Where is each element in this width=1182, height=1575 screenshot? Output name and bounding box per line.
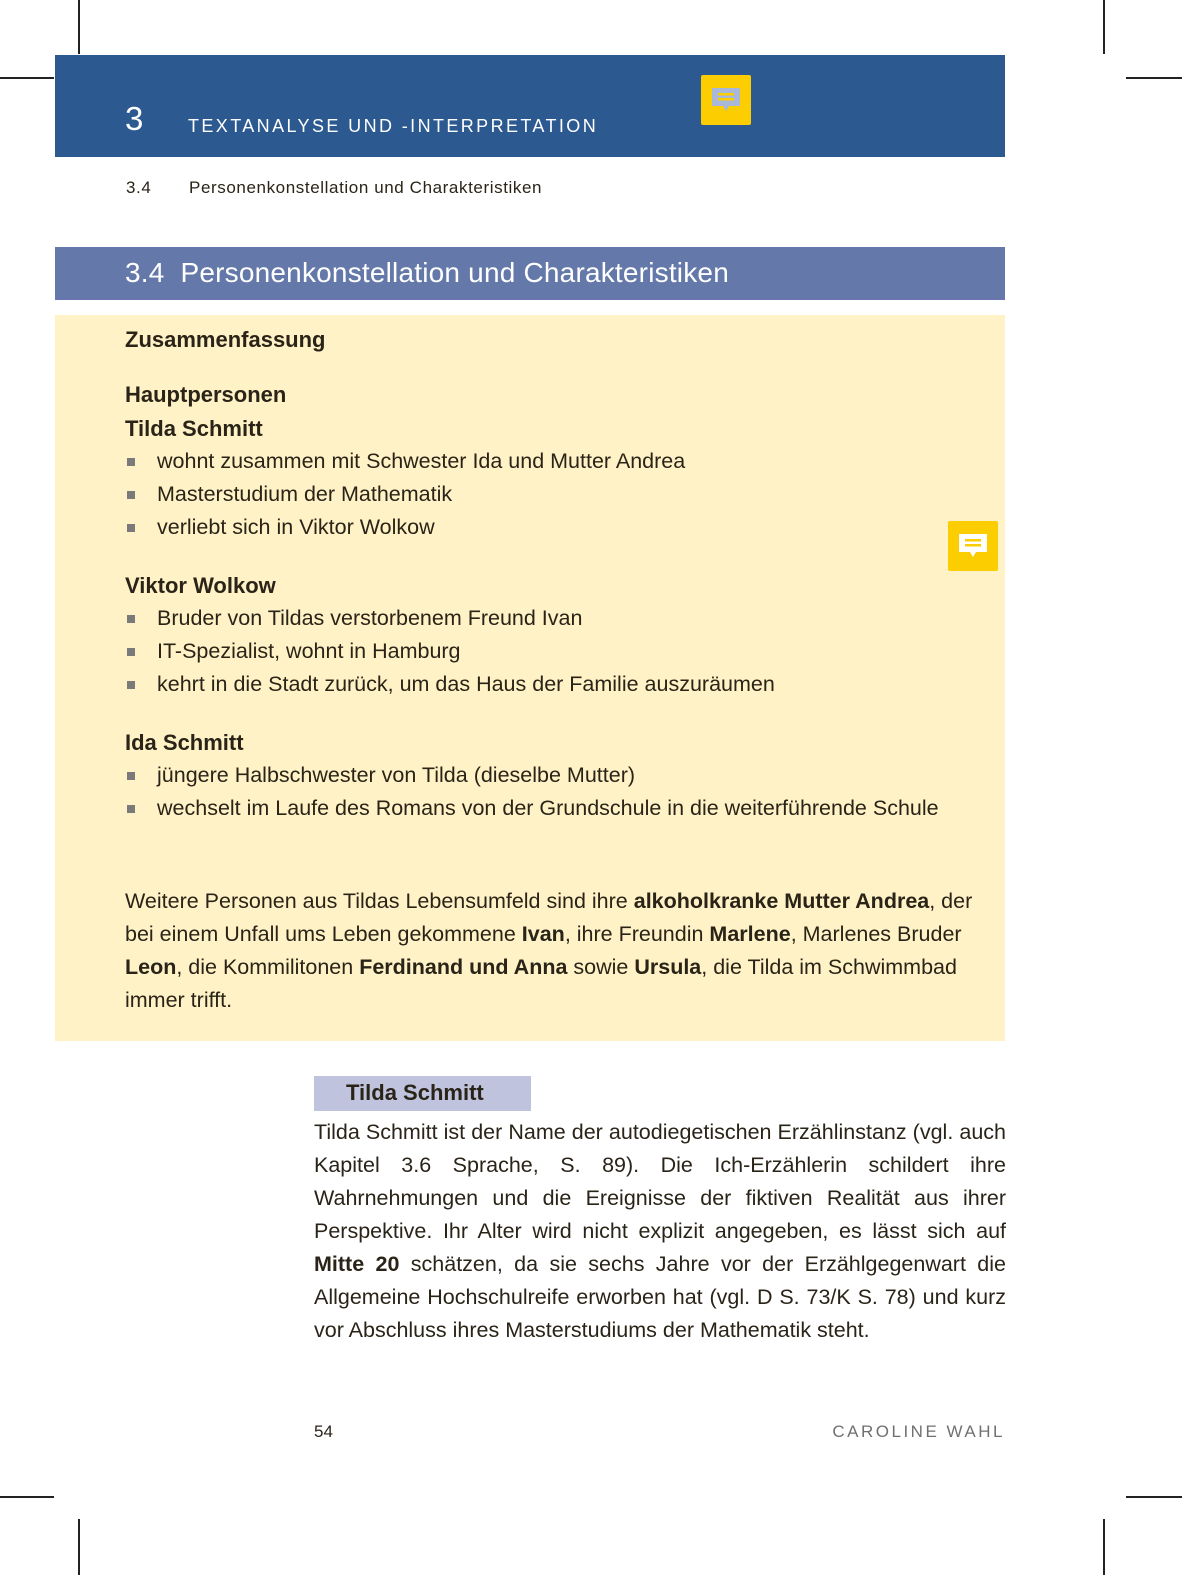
character-label-text: Tilda Schmitt <box>346 1080 484 1105</box>
body-text: , die Tilda im Schwimmbad immer trifft. <box>125 955 957 1012</box>
bullet-square-icon <box>127 524 135 532</box>
list-item: Masterstudium der Mathematik <box>125 478 985 511</box>
crop-mark <box>1103 1519 1105 1575</box>
body-text: , Marlenes Bruder <box>790 922 962 946</box>
emphasis-text: Ivan <box>521 922 565 946</box>
chapter-number: 3 <box>125 100 144 137</box>
comment-icon[interactable] <box>701 75 751 125</box>
list-item: wohnt zusammen mit Schwester Ida und Mutter Andrea <box>125 445 985 478</box>
summary-heading: Zusammenfassung <box>125 327 326 352</box>
body-text: Weitere Personen aus Tildas Lebensumfeld sind ihre <box>125 889 634 913</box>
character-paragraph <box>314 1116 1006 1347</box>
bullet-square-icon <box>127 615 135 623</box>
person-name: Tilda Schmitt <box>125 416 263 441</box>
body-text: , der bei einem Unfall ums Leben gekommene <box>125 889 973 946</box>
body-text: schätzen, da sie sechs Jahre vor der Erzählgegenwart die Allgemeine Hochschulreife erworben hat (vgl. D S. 73/K S. 78) und kurz vor Abschluss ihres Masterstudiums der Mathematik steht. <box>314 1252 1006 1342</box>
body-text: Tilda Schmitt ist der Name der autodiegetischen Erzählinstanz (vgl. auch Kapitel 3.6 Sprache, S. 89). Die Ich-Erzählerin schildert ihre Wahrnehmungen und die Ereignisse der fiktiven Realität aus ihrer Perspektive. Ihr Alter wird nicht explizit angegeben, es lässt sich auf <box>314 1120 1006 1243</box>
bullet-square-icon <box>127 648 135 656</box>
summary-paragraph <box>125 885 995 1017</box>
emphasis-text: Leon <box>125 955 177 979</box>
bullet-square-icon <box>127 491 135 499</box>
crop-mark <box>0 77 54 79</box>
bullet-square-icon <box>127 805 135 813</box>
emphasis-text: Marlene <box>709 922 791 946</box>
crop-mark <box>78 0 80 54</box>
section-header <box>55 247 1005 300</box>
running-head-number: 3.4 <box>126 178 152 197</box>
list-item: Bruder von Tildas verstorbenem Freund Ivan <box>125 602 985 635</box>
crop-mark <box>1126 77 1182 79</box>
body-text: , die Kommilitonen <box>176 955 360 979</box>
emphasis-text: Mitte 20 <box>314 1252 400 1276</box>
crop-mark <box>1103 0 1105 54</box>
section-title: 3.4 Personenkonstellation und Charakteristiken <box>125 257 729 288</box>
person-name: Viktor Wolkow <box>125 573 276 598</box>
list-item: wechselt im Laufe des Romans von der Grundschule in die weiterführende Schule <box>125 792 985 825</box>
body-text: sowie <box>567 955 635 979</box>
body-text: , ihre Freundin <box>564 922 710 946</box>
bullet-square-icon <box>127 681 135 689</box>
crop-mark <box>0 1496 54 1498</box>
emphasis-text: Ferdinand und Anna <box>359 955 568 979</box>
person-name: Ida Schmitt <box>125 730 244 755</box>
running-head-title: Personenkonstellation und Charakteristiken <box>189 178 543 197</box>
emphasis-text: alkoholkranke Mutter Andrea <box>633 889 930 913</box>
list-item: kehrt in die Stadt zurück, um das Haus der Familie auszuräumen <box>125 668 985 701</box>
page-number: 54 <box>314 1422 333 1441</box>
comment-icon[interactable] <box>948 521 998 571</box>
bullet-square-icon <box>127 772 135 780</box>
character-label <box>314 1076 531 1111</box>
list-item: jüngere Halbschwester von Tilda (dieselbe Mutter) <box>125 759 985 792</box>
bullet-square-icon <box>127 458 135 466</box>
emphasis-text: Ursula <box>634 955 702 979</box>
list-item: verliebt sich in Viktor Wolkow <box>125 511 985 544</box>
crop-mark <box>1126 1496 1182 1498</box>
main-persons-heading: Hauptpersonen <box>125 382 287 407</box>
chapter-header <box>55 55 1005 157</box>
summary-box <box>55 315 1005 1041</box>
crop-mark <box>78 1519 80 1575</box>
author-name: CAROLINE WAHL <box>832 1422 1005 1441</box>
chapter-title: TEXTANALYSE UND -INTERPRETATION <box>188 116 599 136</box>
list-item: IT-Spezialist, wohnt in Hamburg <box>125 635 985 668</box>
